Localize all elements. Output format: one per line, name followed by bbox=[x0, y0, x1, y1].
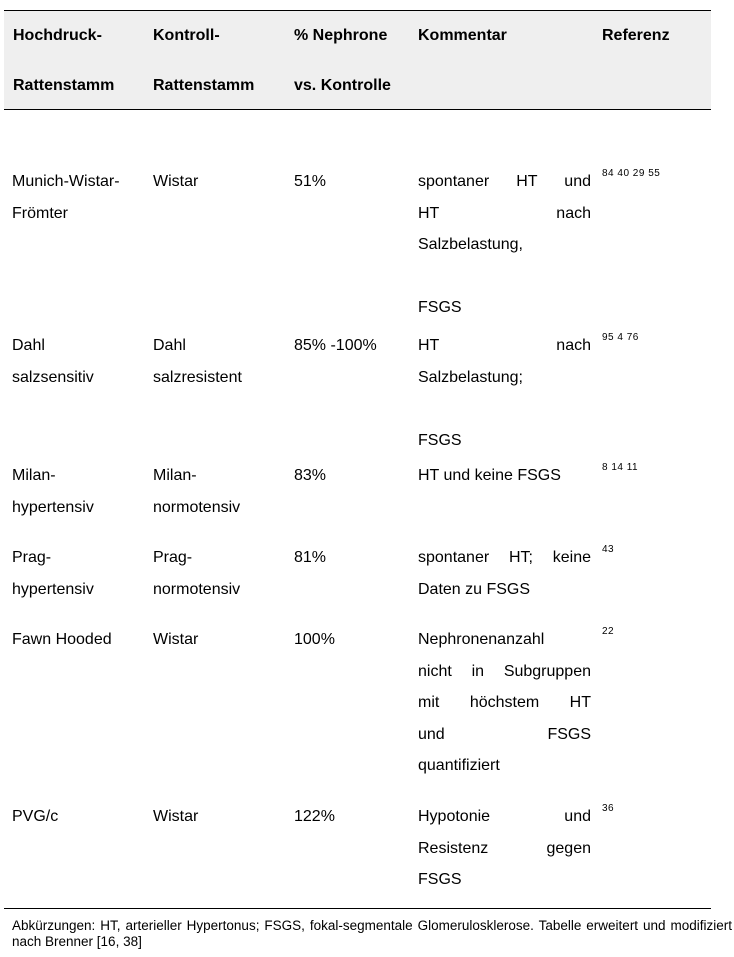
cell-comment bbox=[418, 330, 591, 456]
cell-comment bbox=[418, 624, 591, 782]
cell-control bbox=[153, 624, 198, 656]
cell-line: Resistenz gegen bbox=[418, 839, 591, 857]
header-text: Kommentar bbox=[418, 27, 507, 44]
cell-reference: 95 4 76 bbox=[602, 332, 639, 343]
cell-pct: 100% bbox=[294, 631, 335, 648]
cell-strain bbox=[12, 801, 58, 833]
header-text: Hochdruck- bbox=[13, 27, 102, 44]
header-hypertensive-strain bbox=[13, 11, 114, 111]
cell-line: spontaner HT; keine bbox=[418, 549, 591, 566]
cell-line: FSGS bbox=[418, 431, 462, 449]
cell-line: mit höchstem HT bbox=[418, 694, 591, 711]
cell-line: Munich-Wistar- bbox=[12, 173, 120, 190]
cell-line: Wistar bbox=[153, 173, 199, 190]
cell-line: hypertensiv bbox=[12, 498, 94, 516]
cell-line: Wistar bbox=[153, 631, 199, 648]
cell-reference: 84 40 29 55 bbox=[602, 168, 661, 179]
cell-strain bbox=[12, 542, 94, 605]
cell-line bbox=[418, 393, 591, 425]
cell-line: Prag- bbox=[12, 549, 52, 566]
cell-control bbox=[153, 460, 240, 523]
cell-control bbox=[153, 166, 198, 198]
cell-reference: 36 bbox=[602, 803, 615, 814]
cell-control bbox=[153, 330, 242, 393]
cell-comment bbox=[418, 542, 591, 605]
header-control-strain bbox=[153, 11, 254, 111]
cell-line: Fawn Hooded bbox=[12, 631, 112, 648]
cell-pct: 122% bbox=[294, 808, 335, 825]
cell-line: Dahl bbox=[12, 337, 45, 354]
cell-reference: 22 bbox=[602, 626, 615, 637]
cell-control bbox=[153, 801, 198, 833]
cell-line: Salzbelastung, bbox=[418, 236, 523, 253]
cell-line: salzsensitiv bbox=[12, 368, 94, 386]
cell-line: Salzbelastung; bbox=[418, 368, 523, 386]
cell-line: hypertensiv bbox=[12, 580, 94, 598]
table-header bbox=[4, 10, 711, 110]
header-comment bbox=[418, 11, 507, 61]
cell-line: FSGS bbox=[418, 299, 462, 316]
cell-line: Milan- bbox=[153, 467, 197, 484]
cell-line: Nephronenanzahl bbox=[418, 631, 545, 648]
header-text: Rattenstamm bbox=[153, 77, 255, 94]
header-text: vs. Kontrolle bbox=[294, 77, 391, 94]
cell-line: spontaner HT und bbox=[418, 173, 591, 190]
cell-strain bbox=[12, 166, 120, 229]
cell-strain bbox=[12, 330, 94, 393]
table-footnote: Abkürzungen: HT, arterieller Hypertonus; FSGS, fokal-segmentale Glomerulosklerose. Tabelle erweitert und modifiziert nach Brenner [16, 38] bbox=[12, 918, 732, 949]
cell-line: Prag- bbox=[153, 549, 193, 566]
cell-pct: 81% bbox=[294, 549, 327, 566]
cell-pct: 51% bbox=[294, 173, 327, 190]
cell-line: HT nach bbox=[418, 337, 591, 354]
header-text: Referenz bbox=[602, 27, 670, 44]
nephron-table bbox=[4, 10, 711, 110]
cell-strain bbox=[12, 460, 94, 523]
cell-line: quantifiziert bbox=[418, 757, 500, 774]
cell-line: Hypotonie und bbox=[418, 808, 591, 825]
cell-control bbox=[153, 542, 240, 605]
cell-line: FSGS bbox=[418, 871, 462, 888]
cell-line: Milan- bbox=[12, 467, 56, 484]
cell-pct: 83% bbox=[294, 467, 327, 484]
cell-line: Dahl bbox=[153, 337, 186, 354]
cell-pct: 85% -100% bbox=[294, 337, 377, 354]
header-text: Rattenstamm bbox=[13, 77, 115, 94]
cell-comment bbox=[418, 801, 591, 896]
cell-line: Wistar bbox=[153, 808, 199, 825]
cell-reference: 43 bbox=[602, 544, 615, 555]
cell-line: normotensiv bbox=[153, 580, 241, 598]
header-text: % Nephrone bbox=[294, 27, 388, 44]
cell-line bbox=[418, 261, 591, 293]
cell-line: PVG/c bbox=[12, 808, 59, 825]
cell-strain bbox=[12, 624, 112, 656]
cell-line: und FSGS bbox=[418, 725, 591, 743]
cell-line: salzresistent bbox=[153, 368, 242, 386]
cell-comment bbox=[418, 166, 591, 324]
cell-line: nicht in Subgruppen bbox=[418, 662, 591, 680]
cell-comment bbox=[418, 460, 591, 492]
cell-line: Daten zu FSGS bbox=[418, 580, 531, 598]
cell-line: normotensiv bbox=[153, 498, 241, 516]
cell-line: HT nach bbox=[418, 204, 591, 222]
cell-line: Frömter bbox=[12, 204, 68, 222]
table-bottom-rule bbox=[4, 908, 711, 909]
cell-reference: 8 14 11 bbox=[602, 462, 639, 473]
header-nephron-percent bbox=[294, 11, 391, 111]
header-text: Kontroll- bbox=[153, 27, 220, 44]
header-reference bbox=[602, 11, 670, 61]
cell-line: HT und keine FSGS bbox=[418, 467, 561, 484]
